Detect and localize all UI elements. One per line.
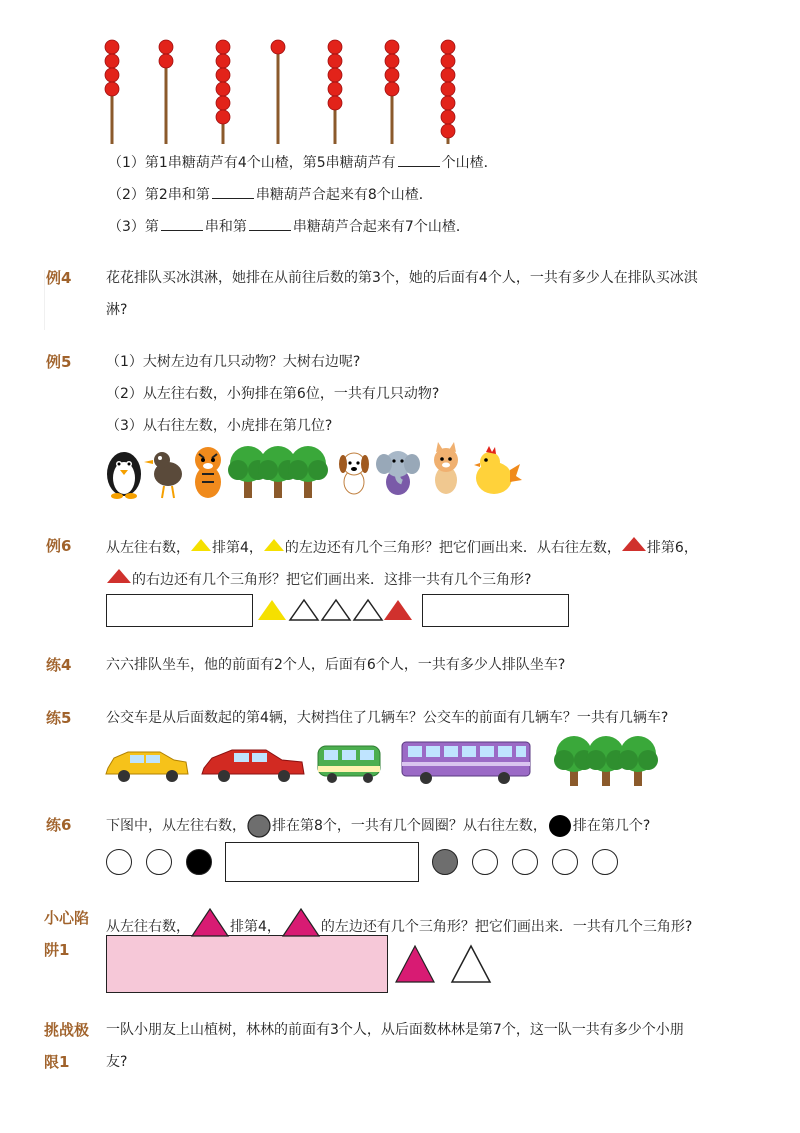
haw-skewer — [328, 40, 342, 144]
green-van-icon — [318, 746, 380, 783]
haw-bead — [105, 40, 119, 54]
vehicles-row — [104, 732, 674, 788]
white-circle-icon — [106, 849, 132, 875]
haw-bead — [441, 96, 455, 110]
haw-bead — [216, 54, 230, 68]
animals-row — [104, 440, 524, 502]
haw-bead — [385, 54, 399, 68]
answer-box-left[interactable] — [106, 594, 253, 627]
haw-bead — [328, 96, 342, 110]
example-5-question-1: （1）大树左边有几只动物？大树右边呢? — [106, 354, 361, 370]
haw-skewer — [159, 40, 173, 144]
yellow-triangle-icon — [258, 600, 286, 620]
challenge-1-text-line2: 友? — [106, 1054, 128, 1070]
challenge-1-label-line2: 限1 — [44, 1053, 70, 1071]
triangle-row — [256, 598, 416, 622]
haw-bead — [328, 54, 342, 68]
haw-bead — [385, 82, 399, 96]
haw-bead — [328, 40, 342, 54]
tree-icon — [288, 446, 328, 498]
haw-bead — [105, 54, 119, 68]
practice-6-label: 练6 — [46, 816, 72, 834]
example-5-label: 例5 — [46, 353, 72, 371]
trap-triangle-row — [394, 944, 494, 986]
haw-bead — [105, 82, 119, 96]
example-6-label: 例6 — [46, 537, 72, 555]
answer-box-right[interactable] — [422, 594, 569, 627]
white-circle-icon — [472, 849, 498, 875]
pink-triangle-icon — [281, 907, 321, 937]
red-triangle-icon — [384, 600, 412, 620]
gray-circle-icon — [246, 815, 272, 837]
haw-bead — [216, 110, 230, 124]
challenge-1-label-line1: 挑战极 — [44, 1021, 90, 1039]
penguin-icon — [107, 452, 141, 499]
answer-blank[interactable] — [212, 184, 254, 199]
trap-1-label-line1: 小心陷 — [44, 909, 90, 927]
haw-bead — [441, 82, 455, 96]
margin-line — [44, 270, 45, 330]
haw-skewer — [441, 40, 455, 144]
answer-box-pink[interactable] — [106, 935, 388, 993]
practice-4-text: 六六排队坐车，他的前面有2个人，后面有6个人，一共有多少人排队坐车? — [106, 657, 566, 673]
haw-bead — [441, 54, 455, 68]
example-6-line-2: 的右边还有几个三角形？把它们画出来．这排一共有几个三角形? — [106, 568, 531, 590]
example-4-text-line1: 花花排队买冰淇淋，她排在从前往后数的第3个，她的后面有4个人，一共有多少人在排队买冰淇 — [106, 270, 698, 286]
white-circle-icon — [592, 849, 618, 875]
practice-4-label: 练4 — [46, 656, 72, 674]
white-circle-icon — [146, 849, 172, 875]
practice-6-text: 下图中，从左往右数， 排在第8个，一共有几个圆圈？从右往左数， 排在第几个? — [106, 815, 650, 837]
yellow-car-icon — [106, 752, 188, 782]
elephant-icon — [376, 451, 420, 495]
red-triangle-icon — [621, 536, 647, 552]
answer-box-circles[interactable] — [225, 842, 419, 882]
haw-skewers — [0, 0, 800, 150]
practice-5-label: 练5 — [46, 709, 72, 727]
example-4-text-line2: 淋? — [106, 302, 128, 318]
white-triangle-icon — [322, 600, 350, 620]
white-circle-icon — [512, 849, 538, 875]
white-circle-icon — [552, 849, 578, 875]
gray-circle-icon — [432, 849, 458, 875]
trap-1-label-line2: 阱1 — [44, 941, 70, 959]
haw-bead — [159, 40, 173, 54]
haw-bead — [441, 68, 455, 82]
practice-5-text: 公交车是从后面数起的第4辆，大树挡住了几辆车？公交车的前面有几辆车？一共有几辆车? — [106, 710, 669, 726]
haw-bead — [216, 68, 230, 82]
intro-question-3: （3）第 串和第 串糖葫芦合起来有7个山楂． — [108, 216, 470, 237]
example-6-line-1: 从左往右数， 排第4， 的左边还有几个三角形？把它们画出来．从右往左数， 排第6， — [106, 536, 698, 558]
yellow-triangle-icon — [190, 538, 212, 552]
yellow-triangle-icon — [263, 538, 285, 552]
haw-bead — [385, 40, 399, 54]
white-triangle-icon — [354, 600, 382, 620]
pink-triangle-icon — [396, 946, 434, 982]
challenge-1-text-line1: 一队小朋友上山植树，林林的前面有3个人，从后面数林林是第7个，这一队一共有多少个小朋 — [106, 1022, 684, 1038]
haw-skewer — [271, 40, 285, 144]
haw-bead — [216, 96, 230, 110]
red-triangle-icon — [106, 568, 132, 584]
intro-question-1: （1）第1串糖葫芦有4个山楂，第5串糖葫芦有 个山楂． — [108, 152, 498, 173]
bus-icon — [402, 742, 530, 784]
haw-skewer — [105, 40, 119, 144]
bird-icon — [144, 452, 182, 498]
answer-blank[interactable] — [398, 152, 440, 167]
haw-bead — [105, 68, 119, 82]
haw-bead — [385, 68, 399, 82]
haw-bead — [216, 82, 230, 96]
haw-bead — [328, 68, 342, 82]
haw-bead — [216, 40, 230, 54]
answer-blank[interactable] — [249, 216, 291, 231]
haw-bead — [271, 40, 285, 54]
haw-bead — [441, 110, 455, 124]
tree-icon — [618, 736, 658, 786]
black-circle-icon — [186, 849, 212, 875]
haw-bead — [159, 54, 173, 68]
haw-bead — [328, 82, 342, 96]
trap-1-text: 从左往右数， 排第4， 的左边还有几个三角形？把它们画出来．一共有几个三角形? — [106, 907, 692, 937]
intro-question-2: （2）第2串和第 串糖葫芦合起来有8个山楂． — [108, 184, 433, 205]
haw-bead — [441, 40, 455, 54]
red-car-icon — [202, 750, 304, 782]
example-5-question-3: （3）从右往左数，小虎排在第几位? — [106, 418, 333, 434]
black-circle-icon — [547, 815, 573, 837]
pink-triangle-icon — [190, 907, 230, 937]
haw-skewer — [385, 40, 399, 144]
haw-bead — [441, 124, 455, 138]
example-5-question-2: （2）从左往右数，小狗排在第6位，一共有几只动物? — [106, 386, 440, 402]
white-triangle-icon — [452, 946, 490, 982]
haw-skewer — [216, 40, 230, 144]
chick-icon — [474, 446, 522, 494]
answer-blank[interactable] — [161, 216, 203, 231]
dog-icon — [339, 453, 369, 494]
cat-icon — [434, 442, 458, 494]
tiger-icon — [195, 447, 221, 498]
white-triangle-icon — [290, 600, 318, 620]
example-4-label: 例4 — [46, 269, 72, 287]
